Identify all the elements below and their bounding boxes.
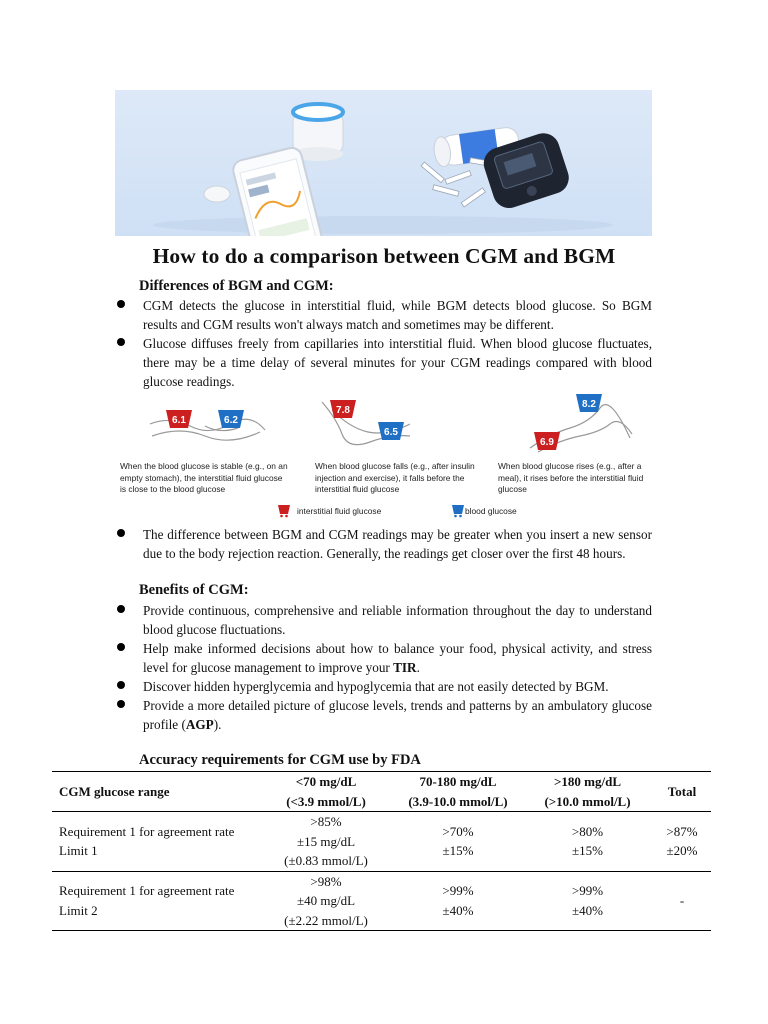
bg-value: 6.5 (384, 427, 398, 438)
table-cell: >70% ±15% (394, 812, 522, 872)
bg-legend-icon (451, 504, 465, 518)
legend-bg-label: blood glucose (465, 506, 517, 516)
table-cell: >99% ±40% (522, 871, 653, 931)
bullet-dot (117, 700, 125, 708)
isf-value: 6.1 (172, 415, 186, 426)
bullet-text: CGM detects the glucose in interstitial fluid, while BGM detects blood glucose. So BGM results and CGM results won't always match and sometimes may be different. (143, 298, 652, 332)
bullet-dot (117, 681, 125, 689)
bullet-text: Discover hidden hyperglycemia and hypoglycemia that are not easily detected by BGM. (143, 679, 609, 694)
figure-caption-stable: When the blood glucose is stable (e.g., on an empty stomach), the interstitial fluid glucose is close to the blood glucose (120, 461, 288, 494)
table-row (52, 812, 711, 872)
table-cell: >80% ±15% (522, 812, 653, 872)
bullet-text: Glucose diffuses freely from capillaries into interstitial fluid. When blood glucose fluctuates, there may be a time delay of several minutes for your CGM readings compared with blood glucose readings. (143, 336, 652, 389)
page-title: How to do a comparison between CGM and BGM (152, 244, 616, 268)
tir-term: TIR (393, 660, 417, 675)
table-cell: >98% ±40 mg/dL (±2.22 mmol/L) (258, 871, 394, 931)
bg-value: 8.2 (582, 399, 596, 410)
bullet-dot (117, 605, 125, 613)
table-cell: >85% ±15 mg/dL (±0.83 mmol/L) (258, 812, 394, 872)
table-cell: - (653, 871, 711, 931)
isf-value: 7.8 (336, 405, 350, 416)
table-cell: >87% ±20% (653, 812, 711, 872)
table-header-row (52, 772, 711, 812)
isf-value: 6.9 (540, 437, 554, 448)
section-heading-differences: Differences of BGM and CGM: (139, 278, 334, 294)
bullet-text: The difference between BGM and CGM readings may be greater when you insert a new sensor due to the body rejection reaction. Generally, the readings get closer over the first 48 hours. (143, 527, 652, 561)
accuracy-table (52, 771, 711, 931)
hero-image (115, 90, 652, 236)
bullet-dot (117, 338, 125, 346)
bullet-dot (117, 643, 125, 651)
table-row (52, 871, 711, 931)
bg-value: 6.2 (224, 415, 238, 426)
bullet-text: Provide a more detailed picture of glucose levels, trends and patterns by an ambulatory glucose profile (AGP). (143, 698, 652, 732)
header-cell: CGM glucose range (52, 772, 258, 812)
table-cell: >99% ±40% (394, 871, 522, 931)
header-cell: <70 mg/dL (<3.9 mmol/L) (258, 772, 394, 812)
table-cell: Requirement 1 for agreement rate Limit 2 (52, 871, 258, 931)
table-cell: Requirement 1 for agreement rate Limit 1 (52, 812, 258, 872)
header-cell: 70-180 mg/dL (3.9-10.0 mmol/L) (394, 772, 522, 812)
figure-panel-stable (150, 410, 265, 440)
figure-panel-falling (322, 400, 410, 445)
figure-caption-rising: When blood glucose rises (e.g., after a meal), it rises before the interstitial fluid glucose (498, 461, 644, 494)
isf-legend-icon (277, 504, 291, 518)
header-cell: >180 mg/dL (>10.0 mmol/L) (522, 772, 653, 812)
bullet-dot (117, 300, 125, 308)
header-cell: Total (653, 772, 711, 812)
bullet-dot (117, 529, 125, 537)
bullet-text: Help make informed decisions about how to balance your food, physical activity, and stress level for glucose management to improve your TIR. (143, 641, 652, 675)
figure-panel-rising (530, 394, 632, 452)
figure-caption-falling: When blood glucose falls (e.g., after insulin injection and exercise), it falls before the interstitial fluid glucose (315, 461, 475, 494)
glucose-comparison-diagram (110, 394, 650, 454)
bullet-text: Provide continuous, comprehensive and reliable information throughout the day to understand blood glucose fluctuations. (143, 603, 652, 637)
agp-term: AGP (185, 717, 214, 732)
table-caption: Accuracy requirements for CGM use by FDA (139, 752, 421, 768)
cgm-bgm-devices-illustration (115, 90, 652, 236)
section-heading-benefits: Benefits of CGM: (139, 582, 249, 598)
legend-isf-label: interstitial fluid glucose (297, 506, 382, 516)
